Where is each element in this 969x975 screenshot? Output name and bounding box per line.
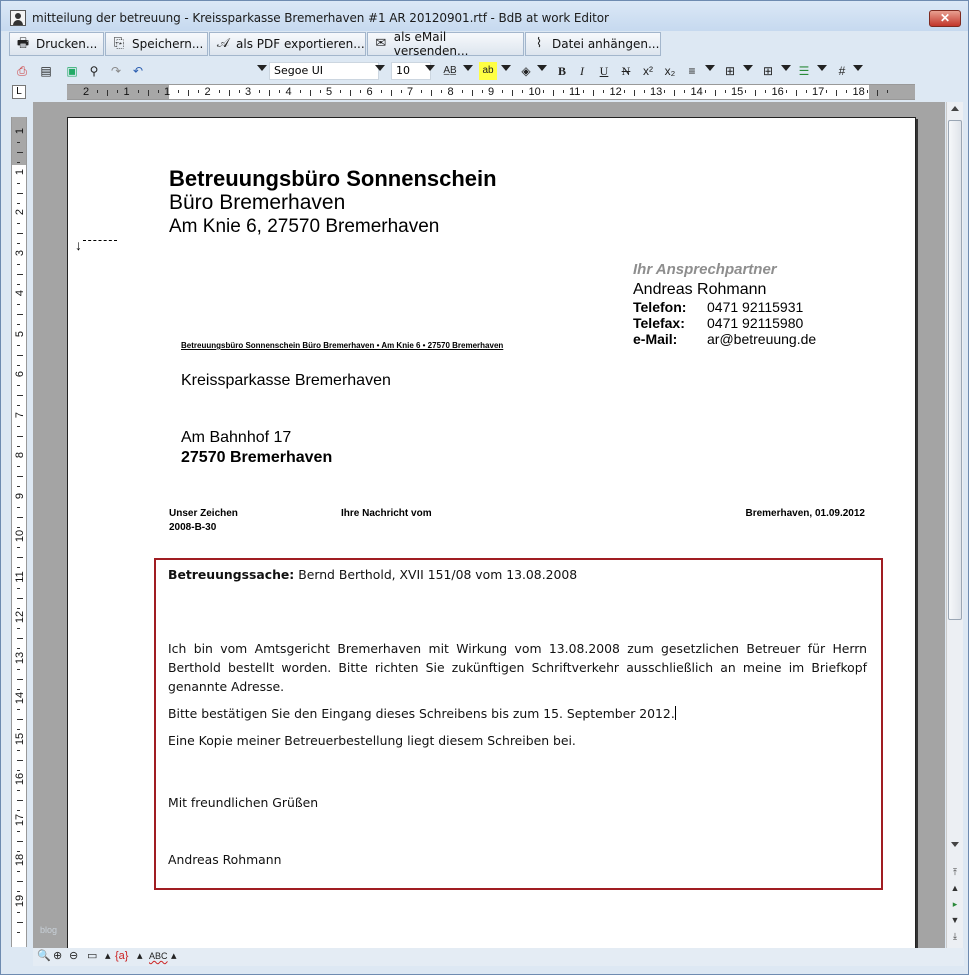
ruler-tick: [17, 162, 20, 163]
ruler-tick: [401, 90, 402, 93]
ruler-number: 8: [14, 451, 26, 459]
ruler-number: 2: [83, 86, 90, 98]
ruler-number: 9: [488, 86, 495, 98]
pdf-icon: 𝒜: [216, 36, 230, 51]
list-icon[interactable]: ☰: [798, 64, 810, 78]
ruler-tick: [17, 648, 20, 649]
email-icon: ✉: [375, 36, 387, 51]
ruler-tick: [17, 760, 23, 761]
send-email-button[interactable]: [367, 32, 524, 56]
ruler-tick: [17, 405, 20, 406]
scroll-up-icon[interactable]: [951, 106, 959, 111]
chevron-down-icon[interactable]: [425, 65, 435, 71]
ruler-tick: [17, 891, 20, 892]
ruler-tick: [239, 90, 240, 93]
ruler-tick: [17, 871, 20, 872]
superscript-button[interactable]: x²: [643, 64, 653, 78]
fold-line: [83, 240, 117, 241]
undo-icon[interactable]: ↶: [132, 64, 144, 78]
ruler-tick: [522, 90, 523, 93]
ruler-tick: [462, 90, 463, 93]
ruler-tick: [755, 90, 756, 96]
ruler-tick: [117, 90, 118, 93]
ruler-number: 3: [245, 86, 252, 98]
hash-button[interactable]: #: [838, 64, 846, 78]
ruler-tick: [17, 476, 23, 477]
ruler-tick: [310, 90, 311, 96]
ruler-tick: [17, 426, 20, 427]
ruler-tick: [786, 90, 787, 93]
chevron-down-icon[interactable]: [781, 65, 791, 71]
ruler-tick: [17, 395, 23, 396]
ruler-tick: [17, 385, 20, 386]
field-icon[interactable]: {a}: [115, 950, 129, 962]
chevron-down-icon[interactable]: [463, 65, 473, 71]
ruler-number: 7: [407, 86, 414, 98]
ruler-tick: [603, 90, 604, 93]
chevron-down-icon[interactable]: [743, 65, 753, 71]
ruler-tick: [664, 90, 665, 93]
ruler-tick: [715, 90, 716, 96]
recipient-street: Am Bahnhof 17: [181, 429, 292, 446]
contact-fax: [633, 315, 803, 331]
save-label: Speichern...: [132, 37, 204, 51]
ruler-tick: [17, 466, 20, 467]
subject-label: Betreuungssache:: [168, 567, 295, 582]
ruler-number: 16: [14, 772, 26, 786]
status-bar: [33, 948, 964, 966]
font-size-select[interactable]: 10: [391, 62, 431, 80]
ruler-tick: [381, 90, 382, 93]
zoom-out-icon[interactable]: ⊖: [69, 950, 79, 962]
spellcheck-icon[interactable]: ABC: [149, 951, 168, 961]
italic-button[interactable]: I: [580, 64, 584, 78]
ruler-tick: [17, 557, 23, 558]
attach-file-button[interactable]: [525, 32, 661, 56]
ruler-number: 6: [366, 86, 373, 98]
chevron-down-icon[interactable]: [501, 65, 511, 71]
email-label: e-Mail:: [633, 331, 678, 347]
fax-label: Telefax:: [633, 315, 685, 331]
ruler-tick: [198, 90, 199, 93]
horizontal-ruler[interactable]: [67, 84, 915, 100]
ruler-tick: [17, 486, 20, 487]
ruler-tick: [219, 90, 220, 93]
ruler-tick: [512, 90, 513, 96]
recipient-name: Kreissparkasse Bremerhaven: [181, 372, 391, 389]
print-label: Drucken...: [36, 37, 98, 51]
paragraph-2-text: Bitte bestätigen Sie den Eingang dieses Schreibens bis zum 15. September 2012.: [168, 706, 675, 721]
ruler-tick: [178, 90, 179, 93]
ruler-tick: [17, 709, 20, 710]
ruler-tick: [17, 314, 23, 315]
ruler-tick: [877, 90, 878, 96]
ruler-number: 14: [14, 691, 26, 705]
ruler-number: 1: [123, 86, 130, 98]
ruler-number: 15: [14, 732, 26, 745]
format-toolbar: [7, 59, 964, 83]
ruler-tick: [107, 90, 108, 96]
phone-label: Telefon:: [633, 299, 687, 315]
first-page-icon[interactable]: ⤒: [953, 867, 957, 877]
previous-page-icon[interactable]: ▲: [950, 883, 960, 893]
ruler-tick: [97, 90, 98, 93]
ruler-number: 1: [164, 86, 171, 98]
ruler-tick: [17, 547, 20, 548]
ruler-tick: [17, 770, 20, 771]
ruler-number: 5: [326, 86, 333, 98]
fax-value: 0471 92115980: [707, 315, 804, 331]
borders-icon[interactable]: ⊞: [762, 64, 774, 78]
ruler-tick: [158, 90, 159, 93]
ruler-tick: [17, 841, 23, 842]
ruler-tick: [17, 638, 23, 639]
ruler-number: 18: [852, 86, 865, 98]
ruler-tick: [431, 90, 432, 96]
last-page-icon[interactable]: ⤓: [953, 931, 957, 941]
ruler-number: 10: [528, 86, 541, 98]
vertical-ruler[interactable]: [11, 117, 27, 947]
scroll-down-icon[interactable]: [951, 842, 959, 847]
chevron-down-icon[interactable]: [705, 65, 715, 71]
vertical-scrollbar[interactable]: [946, 102, 963, 948]
ruler-number: 12: [609, 86, 622, 98]
ruler-tick: [17, 922, 23, 923]
title-bar[interactable]: [1, 1, 968, 31]
ruler-number: 4: [14, 289, 26, 297]
table-insert-icon[interactable]: ⊞: [724, 64, 736, 78]
ruler-tick: [441, 90, 442, 93]
document-area[interactable]: [33, 102, 945, 948]
sender-name: Betreuungsbüro Sonnenschein: [169, 166, 497, 191]
ruler-tick: [796, 90, 797, 96]
send-email-label: als eMail versenden...: [393, 30, 469, 58]
redo-icon[interactable]: ↷: [110, 64, 122, 78]
ruler-tick: [17, 851, 20, 852]
selection-frame: [154, 558, 883, 890]
ruler-tick: [17, 679, 23, 680]
ruler-tick: [17, 233, 23, 234]
ruler-tick: [867, 90, 868, 93]
ruler-number: 7: [14, 411, 26, 418]
zoom-in-icon[interactable]: ⊕: [53, 950, 63, 962]
our-ref-value: 2008-B-30: [169, 522, 217, 533]
ruler-tick: [17, 183, 20, 184]
chevron-down-icon[interactable]: [853, 65, 863, 71]
print-button[interactable]: [9, 32, 104, 56]
paperclip-icon: ⌇: [535, 36, 543, 51]
close-button[interactable]: ✕: [929, 10, 961, 27]
ruler-tick: [17, 729, 20, 730]
ruler-tick: [17, 436, 23, 437]
contact-email: [633, 331, 816, 347]
return-address: Betreuungsbüro Sonnenschein Büro Bremerhaven • Am Knie 6 • 27570 Bremerhaven: [181, 341, 504, 350]
sender-office: Büro Bremerhaven: [169, 191, 346, 214]
sender-street: Am Knie 6, 27570 Bremerhaven: [169, 216, 440, 237]
find-icon[interactable]: ⚲: [89, 64, 99, 78]
signature[interactable]: Andreas Rohmann: [168, 852, 282, 867]
ruler-number: 3: [14, 249, 26, 256]
ruler-number: 5: [14, 330, 26, 337]
ruler-tick: [17, 446, 20, 447]
ruler-tick: [17, 800, 23, 801]
ruler-tick: [279, 90, 280, 93]
ruler-tick: [17, 567, 20, 568]
ruler-number: 8: [447, 86, 454, 98]
chevron-down-icon[interactable]: [817, 65, 827, 71]
ruler-tick: [17, 274, 23, 275]
ruler-tick: [17, 669, 20, 670]
ruler-number: 13: [14, 651, 26, 664]
ruler-tick: [593, 90, 594, 96]
ruler-number: 1: [14, 127, 26, 135]
text-caret: [675, 706, 676, 720]
ruler-tick: [320, 90, 321, 93]
ruler-number: 2: [14, 208, 26, 216]
ruler-tick: [17, 517, 23, 518]
ruler-number: 16: [771, 86, 784, 98]
paragraph-2[interactable]: [168, 704, 867, 723]
ruler-tick: [745, 90, 746, 93]
ruler-tick: [259, 90, 260, 93]
align-justify-icon[interactable]: ≡: [688, 64, 696, 78]
app-user-icon: [10, 10, 26, 26]
page-width-icon[interactable]: ▭: [87, 950, 98, 962]
ruler-tick: [17, 750, 20, 751]
contact-phone: [633, 299, 803, 315]
ruler-number: 10: [14, 529, 26, 543]
up-arrow-icon[interactable]: ▴: [171, 950, 177, 962]
ruler-tick: [17, 193, 23, 194]
your-message-label: Ihre Nachricht vom: [341, 508, 432, 519]
zoom-icon[interactable]: 🔍: [37, 950, 51, 962]
ruler-tick: [563, 90, 564, 93]
ruler-tick: [624, 90, 625, 93]
ruler-tick: [17, 719, 23, 720]
ruler-tick: [17, 223, 20, 224]
ruler-tick: [836, 90, 837, 96]
ruler-tick: [17, 598, 23, 599]
ruler-tick: [553, 90, 554, 96]
ruler-tick: [421, 90, 422, 93]
ruler-number: 1: [14, 168, 26, 175]
fill-color-icon[interactable]: ◈: [521, 64, 531, 78]
ruler-tick: [148, 90, 149, 96]
printer-icon: 🖶: [16, 36, 30, 51]
subject-line[interactable]: [168, 565, 867, 584]
ruler-tick: [229, 90, 230, 96]
ruler-tick: [17, 507, 20, 508]
ruler-tick: [17, 831, 20, 832]
ruler-number: 4: [285, 86, 292, 98]
ruler-number: 17: [14, 813, 26, 826]
ruler-tick: [17, 527, 20, 528]
paragraph-1[interactable]: Ich bin vom Amtsgericht Bremerhaven mit Wirkung vom 13.08.2008 zum gesetzlichen Betreuer für Herrn Berthold bestellt worden. Bitte richten Sie zukünftigen Schriftverkehr ausschließlich an meine im Briefkopf genannte Adresse.: [168, 641, 867, 694]
style-dropdown-arrow[interactable]: [257, 65, 267, 71]
save-button[interactable]: [105, 32, 208, 56]
paragraph-3[interactable]: Eine Kopie meiner Betreuerbestellung liegt diesem Schreiben bei.: [168, 733, 576, 748]
tab-stop-selector[interactable]: L: [12, 85, 26, 99]
ruler-number: 2: [204, 86, 211, 98]
layout-icon[interactable]: ▤: [40, 64, 52, 78]
ruler-tick: [17, 689, 20, 690]
ruler-tick: [887, 90, 888, 93]
ruler-tick: [17, 588, 20, 589]
ruler-number: 11: [14, 570, 26, 583]
our-ref-label: Unser Zeichen: [169, 508, 238, 519]
window-title: mitteilung der betreuung - Kreissparkasse Bremerhaven #1 AR 20120901.rtf - BdB at work Editor: [32, 11, 609, 25]
ruler-tick: [17, 608, 20, 609]
ruler-tick: [674, 90, 675, 96]
contact-heading: Ihr Ansprechpartner: [633, 261, 777, 278]
ruler-number: 15: [731, 86, 744, 98]
place-date: Bremerhaven, 01.09.2012: [745, 508, 865, 519]
ruler-tick: [188, 90, 189, 96]
ruler-tick: [472, 90, 473, 96]
next-page-icon[interactable]: ▼: [950, 915, 960, 925]
save-icon: ⎘: [113, 36, 125, 51]
ruler-tick: [17, 912, 20, 913]
chevron-down-icon[interactable]: [375, 65, 385, 71]
ruler-tick: [17, 932, 20, 933]
up-arrow-icon[interactable]: ▴: [105, 950, 111, 962]
closing[interactable]: Mit freundlichen Grüßen: [168, 795, 319, 810]
bold-button[interactable]: B: [557, 64, 566, 78]
ruler-number: 9: [14, 492, 26, 499]
export-pdf-button[interactable]: [209, 32, 366, 56]
ruler-tick: [806, 90, 807, 93]
strikethrough-button[interactable]: N: [621, 64, 631, 78]
page[interactable]: [67, 117, 916, 948]
ruler-tick: [17, 284, 20, 285]
ruler-tick: [17, 810, 20, 811]
underline-button[interactable]: U: [599, 64, 609, 78]
recipient-city: 27570 Bremerhaven: [181, 449, 333, 466]
ruler-tick: [482, 90, 483, 93]
ruler-tick: [17, 790, 20, 791]
chevron-down-icon[interactable]: [537, 65, 547, 71]
ruler-tick: [17, 345, 20, 346]
ruler-tick: [350, 90, 351, 96]
font-family-select[interactable]: Segoe UI: [269, 62, 379, 80]
ruler-tick: [138, 90, 139, 93]
page-icon[interactable]: ▸: [952, 899, 958, 909]
ruler-tick: [269, 90, 270, 96]
up-arrow-icon[interactable]: ▴: [137, 950, 143, 962]
ruler-tick: [725, 90, 726, 93]
ruler-tick: [391, 90, 392, 96]
ruler-number: 12: [14, 610, 26, 624]
email-value: ar@betreuung.de: [707, 331, 817, 347]
ruler-tick: [765, 90, 766, 93]
ruler-tick: [583, 90, 584, 93]
ruler-tick: [684, 90, 685, 93]
image-icon[interactable]: ▣: [66, 64, 78, 78]
ruler-tick: [17, 142, 20, 143]
action-toolbar: [7, 32, 964, 56]
ruler-tick: [826, 90, 827, 93]
ruler-tick: [17, 264, 20, 265]
subscript-button[interactable]: x₂: [664, 64, 676, 78]
document-red-icon[interactable]: ⎙: [17, 64, 27, 78]
ruler-number: 19: [14, 894, 26, 907]
ruler-number: 13: [650, 86, 663, 98]
ruler-tick: [360, 90, 361, 93]
ruler-tick: [17, 203, 20, 204]
ruler-tick: [17, 881, 23, 882]
text-color-icon[interactable]: A̲B̲: [443, 65, 457, 76]
ruler-number: 14: [690, 86, 703, 98]
ruler-tick: [17, 355, 23, 356]
subject-value: Bernd Berthold, XVII 151/08 vom 13.08.2008: [294, 567, 578, 582]
ruler-tick: [634, 90, 635, 96]
ruler-tick: [846, 90, 847, 93]
ruler-tick: [705, 90, 706, 93]
ruler-number: 18: [14, 853, 26, 867]
export-pdf-label: als PDF exportieren...: [236, 37, 365, 51]
scroll-thumb[interactable]: [948, 120, 962, 620]
attach-file-label: Datei anhängen...: [552, 37, 660, 51]
phone-value: 0471 92115931: [707, 299, 804, 315]
fold-mark: [75, 239, 117, 253]
ruler-tick: [644, 90, 645, 93]
ruler-tick: [340, 90, 341, 93]
ruler-tick: [17, 628, 20, 629]
ruler-number: 11: [569, 86, 581, 98]
ruler-number: 17: [812, 86, 825, 98]
ruler-tick: [17, 304, 20, 305]
ruler-tick: [300, 90, 301, 93]
ruler-tick: [502, 90, 503, 93]
ruler-tick: [17, 152, 23, 153]
contact-name: Andreas Rohmann: [633, 281, 767, 298]
ruler-tick: [17, 324, 20, 325]
ruler-tick: [17, 365, 20, 366]
fold-arrow-icon: ↓: [75, 237, 82, 253]
watermark: blog: [40, 925, 58, 935]
highlight-icon[interactable]: ab: [479, 62, 497, 80]
ruler-tick: [543, 90, 544, 93]
ruler-number: 6: [14, 370, 26, 378]
ruler-tick: [17, 243, 20, 244]
